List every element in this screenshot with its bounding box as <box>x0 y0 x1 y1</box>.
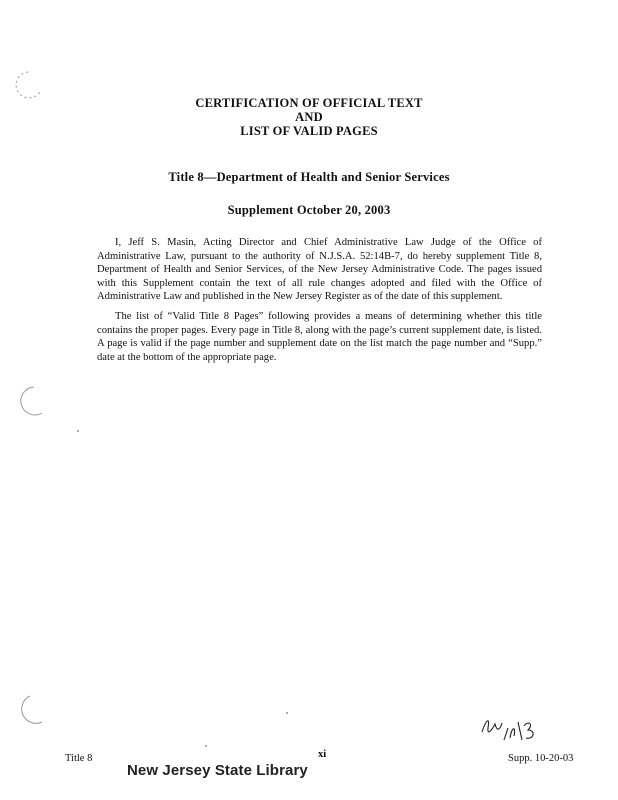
header-line-3: LIST OF VALID PAGES <box>240 124 378 138</box>
scan-speck <box>77 430 79 432</box>
scan-speck <box>286 712 288 714</box>
library-stamp: New Jersey State Library <box>127 762 308 779</box>
footer-page-number: xi <box>318 749 327 760</box>
certification-paragraph: I, Jeff S. Masin, Acting Director and Chief Administrative Law Judge of the Office of Administrative Law, pursuant to the authority of N.J.S.A. 52:14B-7, do hereby supplement Title 8, Department of Health and Senior Services, of the New Jersey Administrative Code. The pages issued with this Supplement contain the text of all rule changes adopted and filed with the Office of Administrative Law and published in the New Jersey Register as of the date of this supplement. <box>97 237 542 303</box>
footer-supplement-date: Supp. 10-20-03 <box>508 753 574 764</box>
document-title: Title 8—Department of Health and Senior Services <box>168 170 450 184</box>
valid-pages-paragraph: The list of “Valid Title 8 Pages” following provides a means of determining whether this title contains the proper pages. Every page in Title 8, along with the page’s current supplement date, is listed. A page is valid if the page number and supplement date on the list match the page number and “Supp.” date at the bottom of the appropriate page. <box>97 311 542 363</box>
supplement-date: Supplement October 20, 2003 <box>227 203 391 217</box>
header-line-2: AND <box>295 110 323 124</box>
handwritten-signature <box>478 710 558 748</box>
footer-title: Title 8 <box>65 753 93 764</box>
punch-hole-mark-bottom <box>16 692 46 728</box>
punch-hole-mark-middle <box>16 383 46 419</box>
scan-speck <box>205 745 207 747</box>
header-line-1: CERTIFICATION OF OFFICIAL TEXT <box>195 96 423 110</box>
